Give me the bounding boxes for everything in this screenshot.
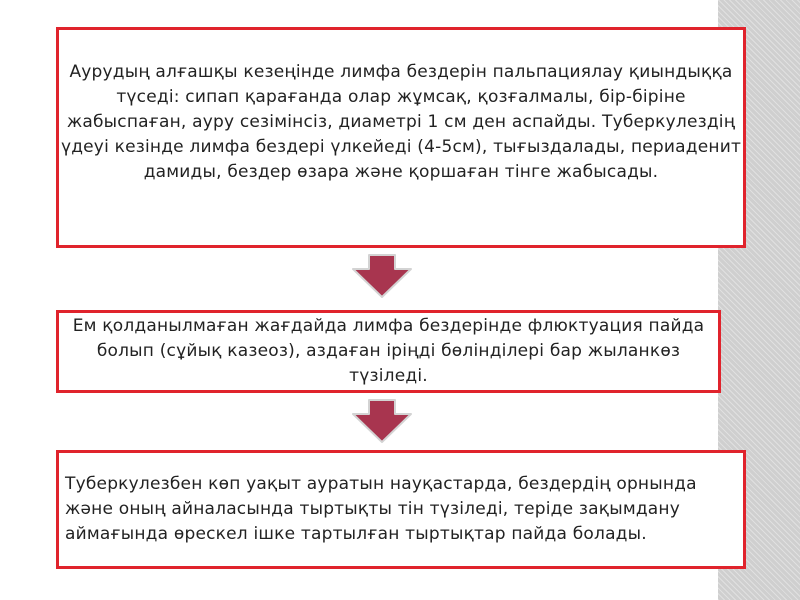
flow-step-box-1	[56, 27, 746, 248]
flow-step-text-3: Туберкулезбен көп уақыт ауратын науқастарда, бездердің орнында және оның айналасында тыртықты тін түзіледі, теріде зақымдану аймағында өрескел ішке тартылған тыртықтар пайда болады.	[65, 474, 697, 544]
flow-step-text-1: Аурудың алғашқы кезеңінде лимфа бездерін пальпациялау қиындыққа түседі: сипап қарағанда олар жұмсақ, қозғалмалы, бір-біріне жабыспаған, ауру сезімінсіз, диаметрі 1 см ден аспайды. Туберкулездің үдеуі кезінде лимфа бездері үлкейеді (4-5см), тығыздалады, периаденит дамиды, бездер өзара және қоршаған тінге жабысады.	[60, 62, 742, 182]
down-arrow-icon	[350, 253, 414, 299]
down-arrow-icon	[350, 398, 414, 444]
flow-step-box-3	[56, 450, 746, 569]
flow-step-text-2: Ем қолданылмаған жағдайда лимфа бездерінде флюктуация пайда болып (сұйық казеоз), аздаған іріңді бөлінділері бар жыланкөз түзіледі.	[72, 316, 705, 386]
flow-step-box-2	[56, 310, 721, 393]
